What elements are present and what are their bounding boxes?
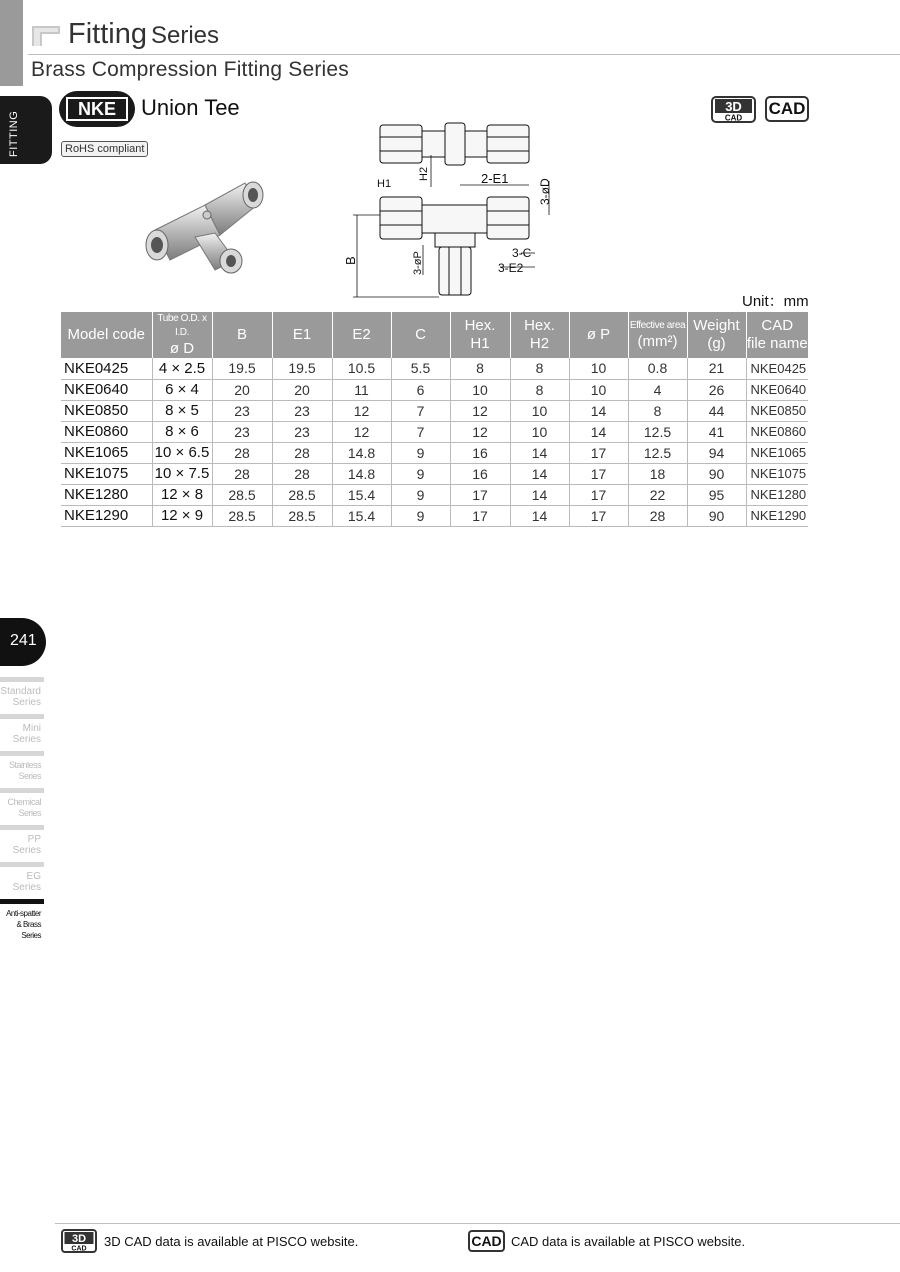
cell-dim-c: 7 <box>391 400 450 421</box>
series-nav-label: Series <box>12 734 41 745</box>
col-header-weight-line2: (g) <box>707 335 726 352</box>
cell-weight: 94 <box>687 442 746 463</box>
col-header-cad-line2: file name <box>746 335 808 352</box>
series-nav-label: PP <box>27 834 41 845</box>
rohs-badge: RoHS compliant <box>61 141 148 157</box>
cell-effective-area: 28 <box>628 505 687 526</box>
cell-weight: 95 <box>687 484 746 505</box>
product-name: Union Tee <box>141 95 240 120</box>
product-photo <box>135 175 270 280</box>
side-category-label: FITTING <box>8 110 20 157</box>
cell-tube-size: 4 × 2.5 <box>152 358 212 379</box>
col-header-eff-line2: (mm²) <box>637 333 678 350</box>
cell-tube-size: 8 × 5 <box>152 400 212 421</box>
cell-model-code: NKE0860 <box>61 421 152 442</box>
col-header-e2: E2 <box>332 312 391 358</box>
table-header-row <box>61 312 808 358</box>
cell-dim-e2: 12 <box>332 400 391 421</box>
col-header-tube <box>152 312 212 358</box>
cell-weight: 90 <box>687 463 746 484</box>
cell-dim-e2: 15.4 <box>332 505 391 526</box>
cell-weight: 41 <box>687 421 746 442</box>
cell-dim-e2: 11 <box>332 379 391 400</box>
table-row <box>61 463 808 484</box>
cell-effective-area: 18 <box>628 463 687 484</box>
cell-dim-e1: 28 <box>272 442 332 463</box>
cell-dim-c: 5.5 <box>391 358 450 379</box>
cell-dim-e1: 23 <box>272 421 332 442</box>
cell-dim-p: 10 <box>569 379 628 400</box>
page-number: 241 <box>10 632 37 649</box>
series-nav-label: Series <box>12 882 41 893</box>
cell-dim-c: 6 <box>391 379 450 400</box>
cell-dim-p: 17 <box>569 484 628 505</box>
series-nav-label: Mini <box>22 723 41 734</box>
cell-effective-area: 8 <box>628 400 687 421</box>
cell-model-code: NKE0640 <box>61 379 152 400</box>
cell-effective-area: 4 <box>628 379 687 400</box>
cell-cad-file-name: NKE1075 <box>746 463 808 484</box>
cell-dim-e2: 14.8 <box>332 442 391 463</box>
cell-hex-h2: 8 <box>510 358 569 379</box>
series-nav-chemical[interactable] <box>0 788 44 825</box>
cell-model-code: NKE0850 <box>61 400 152 421</box>
cell-tube-size: 10 × 6.5 <box>152 442 212 463</box>
footer-cad-3d-top-label: 3D <box>71 1233 87 1245</box>
cell-dim-e2: 14.8 <box>332 463 391 484</box>
dimension-drawing <box>335 115 575 305</box>
cell-effective-area: 12.5 <box>628 442 687 463</box>
table-row <box>61 442 808 463</box>
cell-model-code: NKE1280 <box>61 484 152 505</box>
table-row <box>61 400 808 421</box>
drawing-label-c: 3-C <box>512 246 532 260</box>
col-header-eff-line1: Effective area <box>629 320 686 331</box>
cell-cad-file-name: NKE1280 <box>746 484 808 505</box>
col-header-c: C <box>391 312 450 358</box>
series-nav <box>0 677 44 940</box>
series-nav-label: Series <box>18 771 41 781</box>
cell-dim-c: 9 <box>391 505 450 526</box>
cell-hex-h1: 10 <box>450 379 510 400</box>
spec-table <box>61 312 808 527</box>
cell-dim-e2: 15.4 <box>332 484 391 505</box>
col-header-model: Model code <box>61 312 152 358</box>
cell-tube-size: 12 × 9 <box>152 505 212 526</box>
cell-hex-h2: 14 <box>510 505 569 526</box>
cell-cad-file-name: NKE0640 <box>746 379 808 400</box>
series-nav-label: Stainless <box>8 760 41 770</box>
cell-dim-e1: 28.5 <box>272 505 332 526</box>
col-header-cad-line1: CAD <box>761 317 794 334</box>
cell-weight: 26 <box>687 379 746 400</box>
cell-dim-p: 10 <box>569 358 628 379</box>
cell-hex-h1: 16 <box>450 463 510 484</box>
cell-hex-h1: 17 <box>450 484 510 505</box>
cell-hex-h2: 10 <box>510 400 569 421</box>
cell-dim-p: 17 <box>569 463 628 484</box>
col-header-b: B <box>212 312 272 358</box>
cell-dim-p: 17 <box>569 505 628 526</box>
footer-cad-3d-icon <box>61 1229 97 1253</box>
cad-icon[interactable]: CAD <box>765 96 809 122</box>
series-nav-standard[interactable] <box>0 677 44 714</box>
series-nav-label: Chemical <box>7 797 41 807</box>
cell-dim-b: 28 <box>212 442 272 463</box>
series-nav-stainless[interactable] <box>0 751 44 788</box>
cell-hex-h2: 10 <box>510 421 569 442</box>
cell-dim-p: 17 <box>569 442 628 463</box>
cad-3d-icon[interactable] <box>711 96 756 123</box>
cell-dim-p: 14 <box>569 421 628 442</box>
col-header-e1: E1 <box>272 312 332 358</box>
cell-model-code: NKE1290 <box>61 505 152 526</box>
header-title-suffix: Series <box>150 22 220 49</box>
series-nav-label: Series <box>12 845 41 856</box>
footer-divider <box>55 1223 900 1224</box>
cell-hex-h2: 8 <box>510 379 569 400</box>
col-header-cad <box>746 312 808 358</box>
footer-cad-3d-bottom-label: CAD <box>71 1245 87 1253</box>
col-header-weight <box>687 312 746 358</box>
col-header-tube-line2: ø D <box>169 340 195 357</box>
cell-dim-e2: 12 <box>332 421 391 442</box>
cell-weight: 90 <box>687 505 746 526</box>
series-nav-label: Anti-spatter <box>6 909 41 918</box>
cell-hex-h1: 8 <box>450 358 510 379</box>
cell-effective-area: 0.8 <box>628 358 687 379</box>
series-nav-label: Standard <box>0 686 41 697</box>
col-header-h1-line2: H1 <box>470 335 490 352</box>
col-header-h1 <box>450 312 510 358</box>
col-header-h1-line1: Hex. <box>464 317 496 334</box>
cell-dim-b: 19.5 <box>212 358 272 379</box>
series-nav-mini[interactable] <box>0 714 44 751</box>
drawing-label-e1: 2-E1 <box>481 171 509 186</box>
cell-dim-b: 28.5 <box>212 484 272 505</box>
cell-dim-e1: 28 <box>272 463 332 484</box>
col-header-effective-area <box>628 312 687 358</box>
table-row <box>61 421 808 442</box>
cell-model-code: NKE1075 <box>61 463 152 484</box>
table-row <box>61 505 808 526</box>
cad-3d-bottom-label: CAD <box>724 113 743 123</box>
drawing-label-b: B <box>343 256 358 265</box>
col-header-h2-line2: H2 <box>529 335 550 352</box>
cell-cad-file-name: NKE0850 <box>746 400 808 421</box>
cell-tube-size: 8 × 6 <box>152 421 212 442</box>
header-accent-bar <box>0 0 23 86</box>
cell-dim-e2: 10.5 <box>332 358 391 379</box>
cell-hex-h2: 14 <box>510 484 569 505</box>
cell-hex-h2: 14 <box>510 463 569 484</box>
cell-dim-b: 28.5 <box>212 505 272 526</box>
col-header-tube-line1: Tube O.D. x I.D. <box>157 313 207 338</box>
cell-dim-p: 14 <box>569 400 628 421</box>
cell-cad-file-name: NKE0860 <box>746 421 808 442</box>
unit-label: Unit：mm <box>742 293 809 310</box>
footer-cad-note: CAD data is available at PISCO website. <box>511 1234 746 1249</box>
nke-badge-label: NKE <box>77 99 117 119</box>
cell-weight: 21 <box>687 358 746 379</box>
series-nav-eg[interactable] <box>0 862 44 899</box>
cell-dim-b: 23 <box>212 421 272 442</box>
cell-dim-c: 7 <box>391 421 450 442</box>
table-row <box>61 379 808 400</box>
nke-badge-icon <box>58 90 136 128</box>
cell-dim-b: 28 <box>212 463 272 484</box>
col-header-p: ø P <box>569 312 628 358</box>
cell-dim-e1: 23 <box>272 400 332 421</box>
series-nav-label: Series <box>12 697 41 708</box>
series-nav-label: & Brass Series <box>16 920 41 940</box>
cell-model-code: NKE0425 <box>61 358 152 379</box>
cell-hex-h1: 17 <box>450 505 510 526</box>
series-nav-pp[interactable] <box>0 825 44 862</box>
cell-dim-c: 9 <box>391 442 450 463</box>
col-header-h2 <box>510 312 569 358</box>
cell-dim-e1: 20 <box>272 379 332 400</box>
footer-cad-icon: CAD <box>468 1230 505 1252</box>
page-subtitle: Brass Compression Fitting Series <box>31 58 350 81</box>
series-nav-anti-spatter-brass[interactable] <box>0 899 44 940</box>
col-header-h2-line1: Hex. <box>524 317 555 334</box>
cell-model-code: NKE1065 <box>61 442 152 463</box>
cell-hex-h1: 16 <box>450 442 510 463</box>
cell-effective-area: 22 <box>628 484 687 505</box>
cell-weight: 44 <box>687 400 746 421</box>
drawing-label-e2: 3-E2 <box>498 261 524 275</box>
cell-cad-file-name: NKE1065 <box>746 442 808 463</box>
cad-3d-top-label: 3D <box>725 99 742 114</box>
drawing-label-d: 3-øD <box>538 178 552 205</box>
cell-dim-b: 23 <box>212 400 272 421</box>
header-divider <box>28 54 900 55</box>
cell-tube-size: 10 × 7.5 <box>152 463 212 484</box>
col-header-weight-line1: Weight <box>693 317 740 334</box>
table-row <box>61 358 808 379</box>
cell-effective-area: 12.5 <box>628 421 687 442</box>
cell-cad-file-name: NKE1290 <box>746 505 808 526</box>
cell-hex-h2: 14 <box>510 442 569 463</box>
drawing-label-h1: H1 <box>377 178 392 190</box>
page-header-title <box>68 18 219 51</box>
cell-tube-size: 6 × 4 <box>152 379 212 400</box>
cell-hex-h1: 12 <box>450 400 510 421</box>
header-title-main: Fitting <box>68 18 147 50</box>
table-row <box>61 484 808 505</box>
cell-dim-c: 9 <box>391 484 450 505</box>
cell-dim-e1: 19.5 <box>272 358 332 379</box>
series-nav-label: EG <box>26 871 41 882</box>
drawing-label-p: 3-øP <box>412 251 424 275</box>
cell-dim-c: 9 <box>391 463 450 484</box>
spec-table-body <box>61 358 808 526</box>
series-nav-label: Series <box>18 808 41 818</box>
cell-cad-file-name: NKE0425 <box>746 358 808 379</box>
cell-dim-e1: 28.5 <box>272 484 332 505</box>
cell-tube-size: 12 × 8 <box>152 484 212 505</box>
cell-dim-b: 20 <box>212 379 272 400</box>
fitting-elbow-icon <box>30 22 62 48</box>
cell-hex-h1: 12 <box>450 421 510 442</box>
footer-3d-cad-note: 3D CAD data is available at PISCO website. <box>104 1234 359 1249</box>
drawing-label-h2: H2 <box>418 166 430 181</box>
